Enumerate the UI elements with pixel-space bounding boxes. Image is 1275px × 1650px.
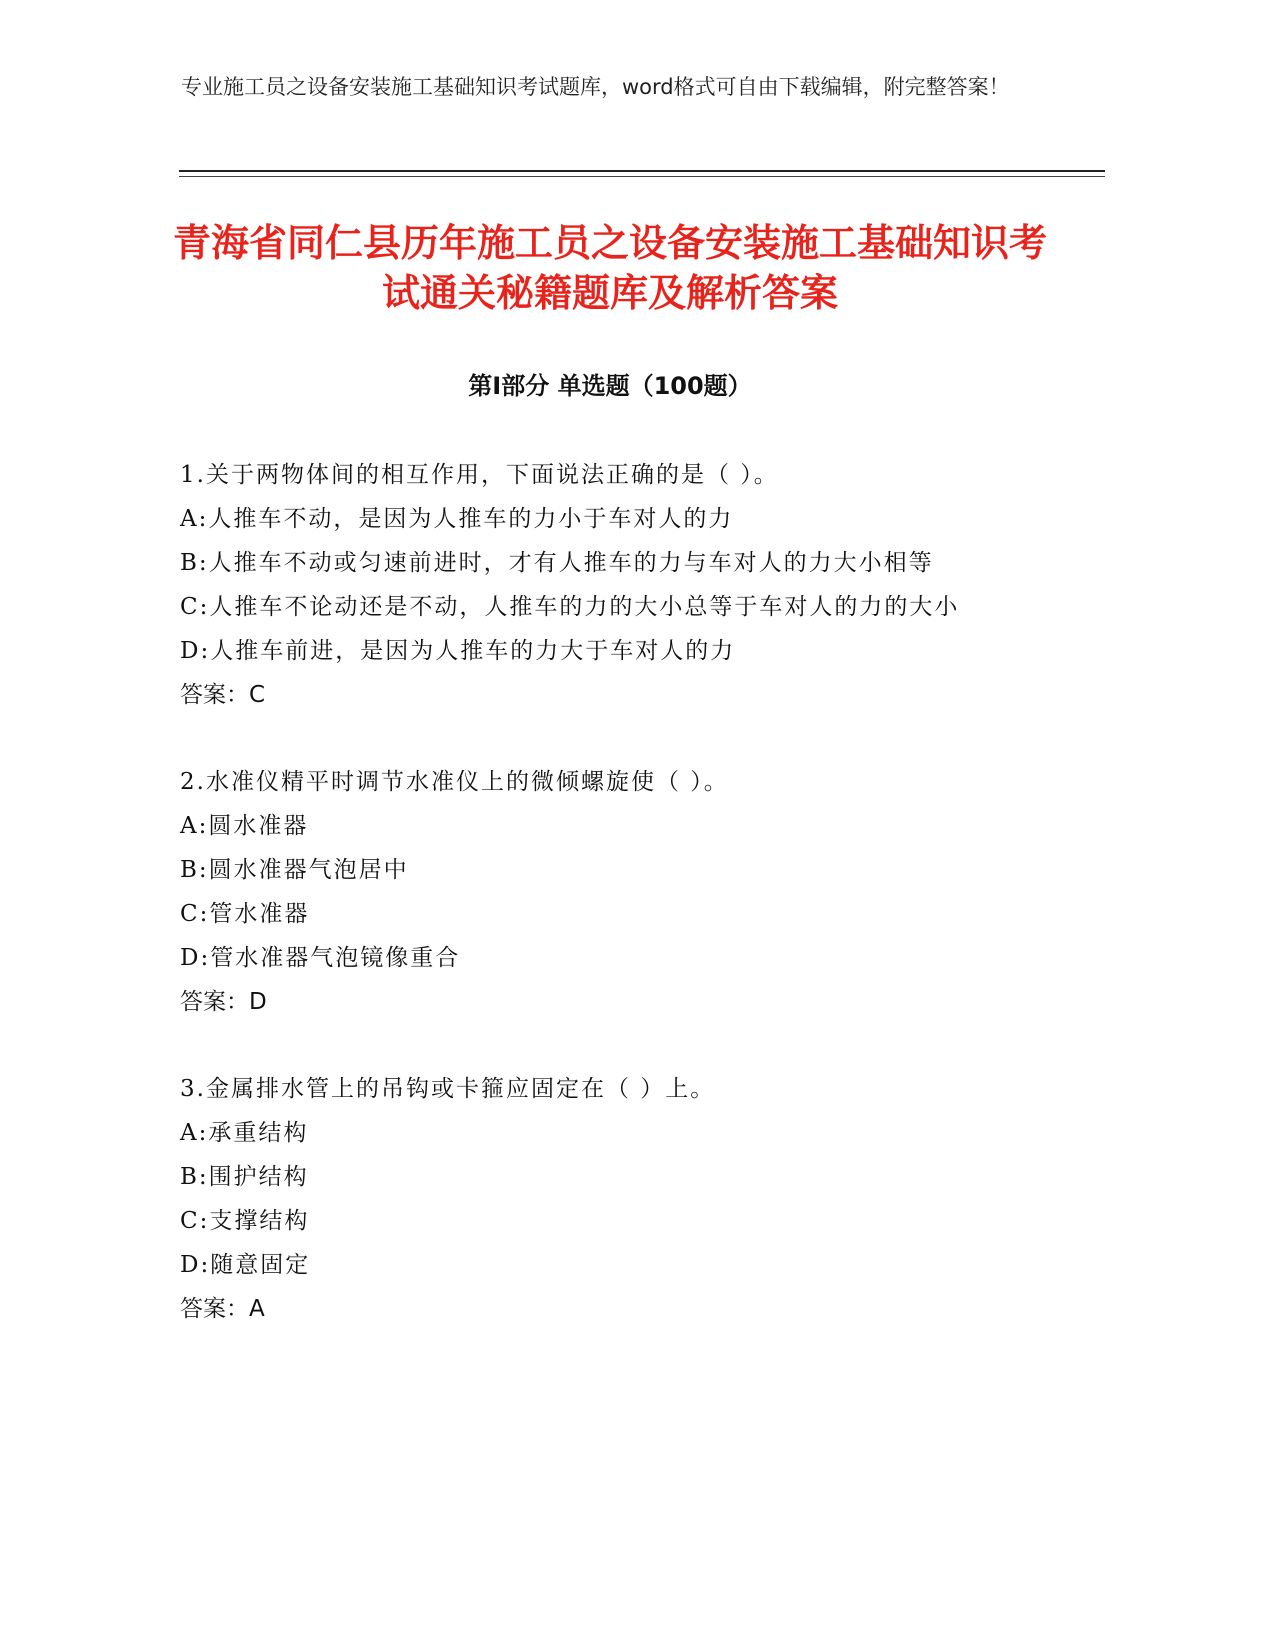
answer: 答案：D — [180, 989, 267, 1015]
question-stem: 1.关于两物体间的相互作用，下面说法正确的是（ ）。 — [180, 462, 779, 488]
header-note: 专业施工员之设备安装施工基础知识考试题库，word格式可自由下载编辑，附完整答案！ — [181, 75, 1010, 99]
option-d: D:人推车前进，是因为人推车的力大于车对人的力 — [180, 638, 736, 664]
question-3 — [180, 1067, 1030, 1331]
question-stem: 2.水准仪精平时调节水准仪上的微倾螺旋使（ ）。 — [180, 769, 729, 795]
section-heading: 第Ⅰ部分 单选题（100题） — [468, 372, 752, 400]
option-c: C:支撑结构 — [180, 1208, 310, 1234]
option-a: A:圆水准器 — [180, 813, 309, 839]
option-a: A:承重结构 — [180, 1120, 309, 1146]
option-a: A:人推车不动，是因为人推车的力小于车对人的力 — [180, 506, 734, 532]
option-d: D:管水准器气泡镜像重合 — [180, 945, 461, 971]
question-1 — [180, 453, 1030, 717]
option-c: C:人推车不论动还是不动，人推车的力的大小总等于车对人的力的大小 — [180, 594, 960, 620]
answer: 答案：C — [180, 682, 266, 708]
option-b: B:围护结构 — [180, 1164, 309, 1190]
option-c: C:管水准器 — [180, 901, 310, 927]
answer: 答案：A — [180, 1296, 265, 1322]
option-b: B:人推车不动或匀速前进时，才有人推车的力与车对人的力大小相等 — [180, 550, 934, 576]
question-stem: 3.金属排水管上的吊钩或卡箍应固定在（ ）上。 — [180, 1076, 716, 1102]
document-title: 青海省同仁县历年施工员之设备安装施工基础知识考试通关秘籍题库及解析答案 — [172, 221, 1047, 315]
question-list — [180, 453, 1030, 1374]
question-2 — [180, 760, 1030, 1024]
option-b: B:圆水准器气泡居中 — [180, 857, 409, 883]
header-divider-thin — [179, 176, 1105, 177]
header-divider-thick — [179, 170, 1105, 172]
option-d: D:随意固定 — [180, 1252, 311, 1278]
